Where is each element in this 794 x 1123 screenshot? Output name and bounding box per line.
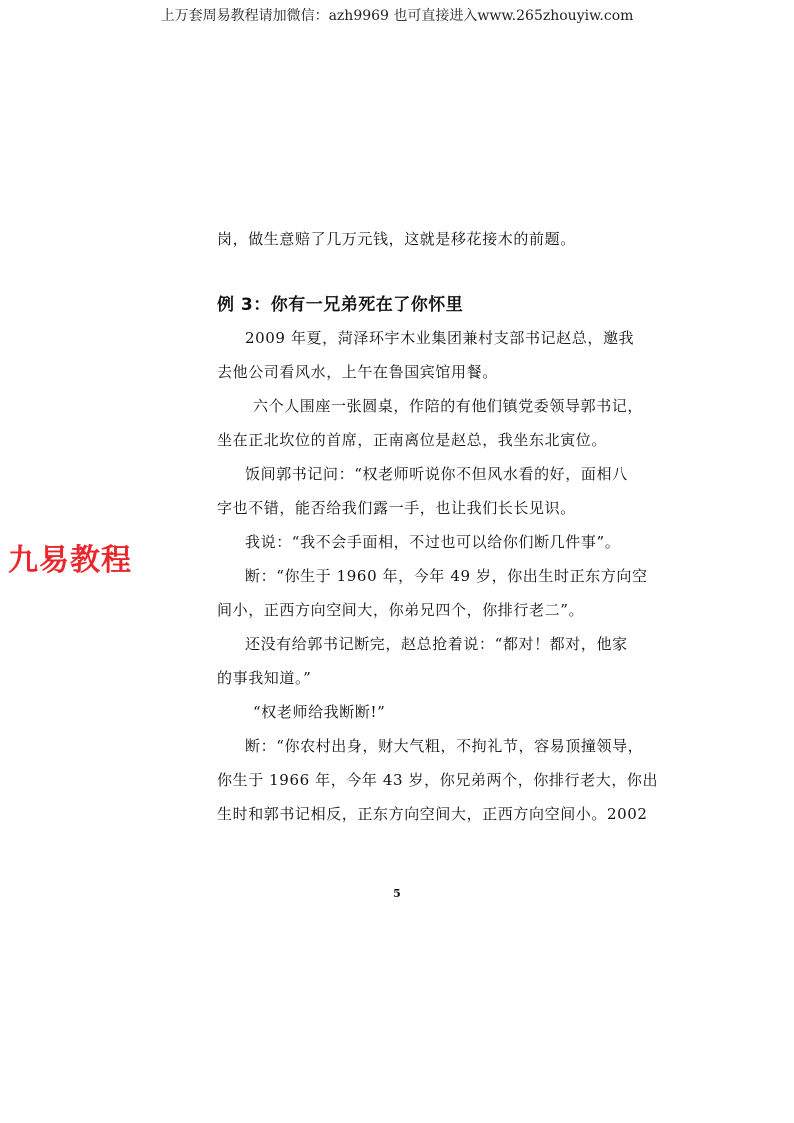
spacer <box>217 318 617 326</box>
header-banner: 上万套周易教程请加微信：azh9969 也可直接进入www.265zhouyiw.com <box>160 8 634 24</box>
intro-line: 岗，做生意赔了几万元钱，这就是移花接木的前题。 <box>217 230 576 248</box>
paragraph-line: 饭间郭书记问：“权老师听说你不但风水看的好，面相八 <box>245 465 628 483</box>
paragraph-line: 还没有给郭书记断完，赵总抢着说：“都对！都对，他家 <box>245 635 628 653</box>
section-heading: 例 3：你有一兄弟死在了你怀里 <box>217 295 464 315</box>
paragraph-line: 断：“你农村出身，财大气粗，不拘礼节，容易顶撞领导， <box>245 737 644 755</box>
paragraph-line: 坐在正北坎位的首席，正南离位是赵总，我坐东北寅位。 <box>217 431 608 449</box>
page-number: 5 <box>393 887 401 900</box>
paragraph-line: 我说：“我不会手面相，不过也可以给你们断几件事”。 <box>245 533 621 551</box>
paragraph-line: “权老师给我断断!” <box>253 703 386 721</box>
paragraph-line: 的事我知道。” <box>217 669 312 687</box>
paragraph-line: 字也不错，能否给我们露一手，也让我们长长见识。 <box>217 499 576 517</box>
spacer <box>217 251 617 292</box>
watermark-logo: 九易教程 <box>8 543 132 578</box>
paragraph-line: 去他公司看风水，上午在鲁国宾馆用餐。 <box>217 363 498 381</box>
paragraph-line: 间小，正西方向空间大，你弟兄四个，你排行老二”。 <box>217 601 585 619</box>
paragraph-line: 你生于 1966 年，今年 43 岁，你兄弟两个，你排行老大，你出 <box>217 771 659 789</box>
document-body <box>217 227 659 826</box>
paragraph-line: 2009 年夏，菏泽环宇木业集团兼村支部书记赵总，邀我 <box>245 329 635 347</box>
paragraph-line: 生时和郭书记相反，正东方向空间大，正西方向空间小。2002 <box>217 805 648 823</box>
paragraph-line: 六个人围座一张圆桌，作陪的有他们镇党委领导郭书记， <box>253 397 644 415</box>
paragraph-line: 断：“你生于 1960 年，今年 49 岁，你出生时正东方向空 <box>245 567 648 585</box>
